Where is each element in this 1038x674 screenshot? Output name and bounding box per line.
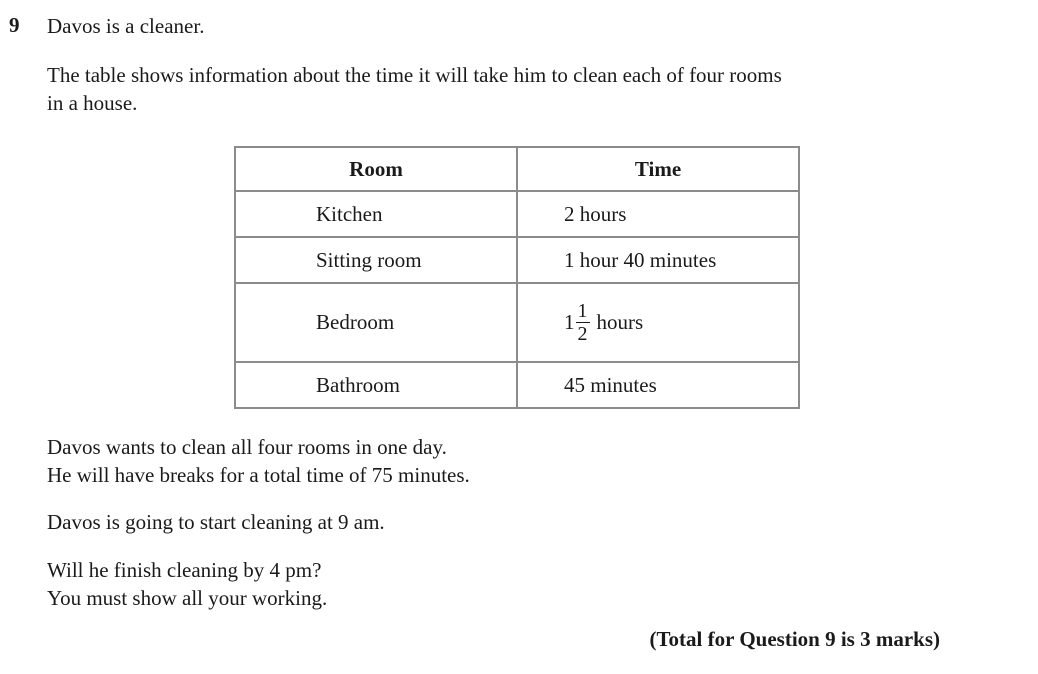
table-row [235, 283, 799, 362]
question-line-1: Will he finish cleaning by 4 pm? [47, 558, 322, 582]
question-number: 9 [9, 13, 20, 37]
room-cell: Bathroom [235, 362, 517, 408]
time-cell: 45 minutes [517, 362, 799, 408]
description-line-1: The table shows information about the time it will take him to clean each of four rooms [47, 63, 782, 87]
paragraph-1-line-1: Davos wants to clean all four rooms in one day. [47, 435, 447, 459]
question-line-2: You must show all your working. [47, 586, 328, 610]
mixed-number [564, 301, 643, 344]
time-cell [517, 283, 799, 362]
room-cell: Kitchen [235, 191, 517, 237]
room-cell: Sitting room [235, 237, 517, 283]
fraction-numerator: 1 [577, 300, 588, 322]
total-marks: (Total for Question 9 is 3 marks) [649, 627, 940, 651]
time-cell: 2 hours [517, 191, 799, 237]
time-column-header: Time [517, 147, 799, 191]
room-column-header: Room [235, 147, 517, 191]
fraction [576, 301, 590, 344]
description-line-2: in a house. [47, 91, 138, 115]
time-unit: hours [596, 310, 644, 334]
table-header-row [235, 147, 799, 191]
question-intro: Davos is a cleaner. [47, 14, 205, 38]
paragraph-2: Davos is going to start cleaning at 9 am. [47, 510, 385, 534]
time-cell: 1 hour 40 minutes [517, 237, 799, 283]
room-cell: Bedroom [235, 283, 517, 362]
whole-part: 1 [564, 310, 575, 334]
table-row [235, 191, 799, 237]
table-row [235, 237, 799, 283]
room-time-table [234, 146, 800, 409]
fraction-denominator: 2 [577, 323, 588, 345]
paragraph-1-line-2: He will have breaks for a total time of 75 minutes. [47, 463, 470, 487]
table-row [235, 362, 799, 408]
